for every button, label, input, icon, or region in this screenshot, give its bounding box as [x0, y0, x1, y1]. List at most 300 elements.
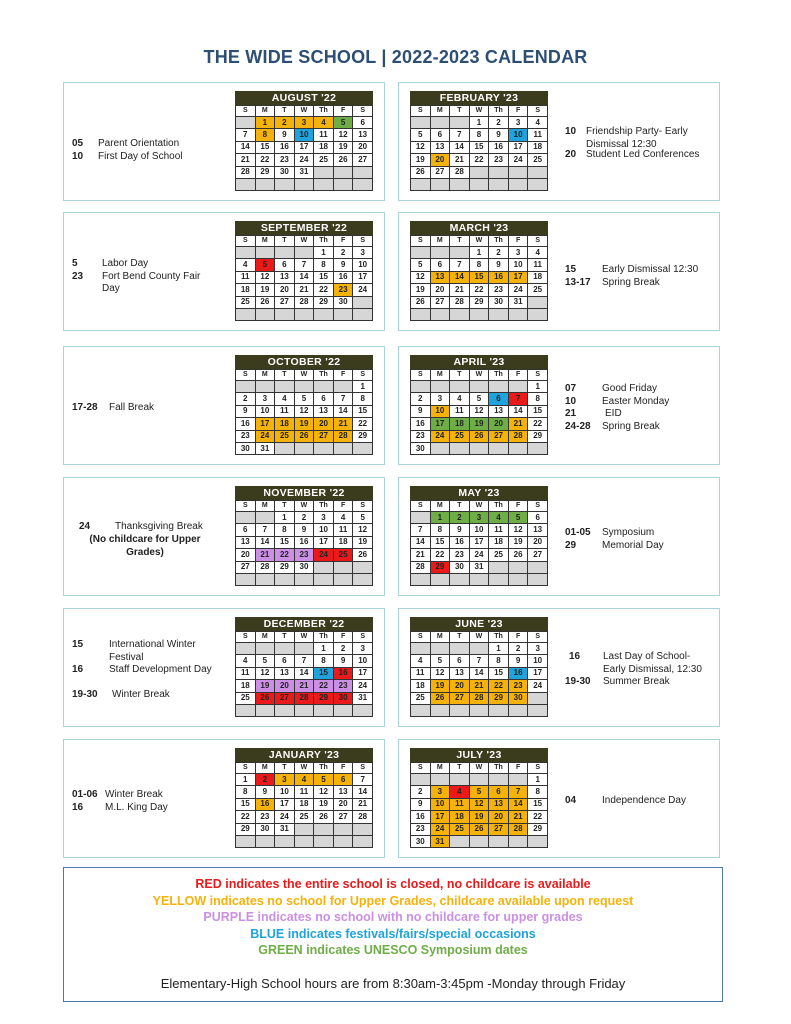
empty-day-cell [275, 247, 295, 259]
day-cell: 2 [508, 643, 528, 655]
day-cell: 19 [411, 154, 431, 166]
day-cell: 8 [528, 393, 548, 405]
empty-day-cell [333, 308, 353, 320]
day-cell: 10 [353, 655, 373, 667]
empty-day-cell [450, 247, 470, 259]
day-cell: 11 [528, 259, 548, 271]
day-cell: 26 [508, 549, 528, 561]
day-cell: 3 [353, 247, 373, 259]
day-cell: 21 [411, 549, 431, 561]
day-cell: 14 [450, 141, 470, 153]
day-cell: 23 [333, 284, 353, 296]
empty-day-cell [450, 381, 470, 393]
day-cell: 4 [450, 786, 470, 798]
page-title: THE WIDE SCHOOL | 2022-2023 CALENDAR [203, 47, 588, 67]
empty-day-cell [255, 512, 275, 524]
day-cell: 4 [333, 512, 353, 524]
event-date: 23 [72, 270, 84, 282]
day-cell: 23 [275, 154, 295, 166]
empty-day-cell [508, 381, 528, 393]
empty-day-cell [314, 381, 334, 393]
day-cell: 3 [353, 643, 373, 655]
events-june [565, 651, 717, 689]
empty-day-cell [353, 442, 373, 454]
empty-day-cell [314, 442, 334, 454]
day-cell: 12 [294, 405, 314, 417]
day-cell: 8 [314, 259, 334, 271]
day-cell: 5 [508, 512, 528, 524]
day-cell: 11 [528, 129, 548, 141]
day-cell: 13 [489, 798, 509, 810]
day-cell: 7 [353, 774, 373, 786]
empty-day-cell [528, 442, 548, 454]
day-cell: 13 [314, 405, 334, 417]
event-item [72, 789, 232, 802]
calendar-grid [410, 631, 548, 717]
day-cell: 14 [508, 798, 528, 810]
weekday-header: Th [489, 370, 509, 381]
event-item [72, 689, 232, 702]
day-cell: 20 [489, 418, 509, 430]
day-cell: 17 [430, 418, 450, 430]
day-cell: 1 [528, 774, 548, 786]
day-cell: 1 [528, 381, 548, 393]
empty-day-cell [489, 774, 509, 786]
day-cell: 19 [469, 811, 489, 823]
empty-day-cell [528, 692, 548, 704]
weekday-header: Th [489, 501, 509, 512]
day-cell: 15 [353, 405, 373, 417]
weekday-header: S [353, 763, 373, 774]
day-cell: 6 [430, 259, 450, 271]
day-cell: 5 [411, 129, 431, 141]
weekday-header: S [528, 370, 548, 381]
empty-day-cell [294, 643, 314, 655]
day-cell: 12 [255, 667, 275, 679]
day-cell: 6 [353, 117, 373, 129]
day-cell: 4 [528, 247, 548, 259]
day-cell: 29 [489, 692, 509, 704]
day-cell: 5 [430, 655, 450, 667]
day-cell: 19 [333, 141, 353, 153]
day-cell: 26 [353, 549, 373, 561]
day-cell: 11 [236, 667, 256, 679]
empty-day-cell [430, 704, 450, 716]
empty-day-cell [314, 308, 334, 320]
empty-day-cell [508, 308, 528, 320]
empty-day-cell [275, 573, 295, 585]
day-cell: 23 [236, 430, 256, 442]
event-date: 05 [72, 138, 84, 149]
day-cell: 14 [294, 271, 314, 283]
day-cell: 22 [275, 549, 295, 561]
day-cell: 31 [469, 561, 489, 573]
day-cell: 9 [333, 655, 353, 667]
day-cell: 18 [489, 536, 509, 548]
weekday-header: S [528, 501, 548, 512]
day-cell: 16 [411, 811, 431, 823]
day-cell: 12 [314, 786, 334, 798]
calendar-grid [235, 500, 373, 586]
day-cell: 14 [411, 536, 431, 548]
day-cell: 16 [450, 536, 470, 548]
month-header: DECEMBER '22 [235, 617, 373, 631]
event-item [565, 795, 715, 808]
day-cell: 9 [489, 259, 509, 271]
day-cell: 5 [314, 774, 334, 786]
event-text: Last Day of School- Early Dismissal, 12:30 [603, 651, 702, 675]
day-cell: 3 [508, 117, 528, 129]
day-cell: 14 [469, 667, 489, 679]
day-cell: 30 [450, 561, 470, 573]
day-cell: 27 [275, 692, 295, 704]
empty-day-cell [508, 573, 528, 585]
day-cell: 30 [236, 442, 256, 454]
empty-day-cell [430, 381, 450, 393]
event-date: 16 [72, 664, 84, 675]
day-cell: 17 [528, 667, 548, 679]
weekday-header: T [450, 501, 470, 512]
day-cell: 7 [450, 259, 470, 271]
empty-day-cell [450, 573, 470, 585]
weekday-header: S [411, 370, 431, 381]
empty-day-cell [353, 166, 373, 178]
day-cell: 13 [333, 786, 353, 798]
calendar-may [410, 486, 548, 586]
day-cell: 24 [275, 811, 295, 823]
empty-day-cell [411, 308, 431, 320]
day-cell: 1 [469, 247, 489, 259]
month-header: OCTOBER '22 [235, 355, 373, 369]
weekday-header: M [430, 501, 450, 512]
day-cell: 28 [353, 811, 373, 823]
panel-may [398, 477, 720, 596]
calendar-grid [410, 500, 548, 586]
calendar-june [410, 617, 548, 717]
panel-february [398, 82, 720, 201]
empty-day-cell [450, 835, 470, 847]
day-cell: 15 [275, 536, 295, 548]
day-cell: 6 [450, 655, 470, 667]
day-cell: 24 [353, 680, 373, 692]
day-cell: 5 [333, 117, 353, 129]
day-cell: 22 [236, 811, 256, 823]
day-cell: 27 [236, 561, 256, 573]
day-cell: 20 [333, 798, 353, 810]
panel-april [398, 346, 720, 465]
weekday-header: W [469, 370, 489, 381]
day-cell: 11 [450, 405, 470, 417]
day-cell: 12 [411, 271, 431, 283]
day-cell: 5 [353, 512, 373, 524]
day-cell: 7 [255, 524, 275, 536]
empty-day-cell [314, 561, 334, 573]
day-cell: 8 [236, 786, 256, 798]
day-cell: 3 [469, 512, 489, 524]
day-cell: 4 [236, 259, 256, 271]
weekday-header: S [236, 106, 256, 117]
empty-day-cell [430, 178, 450, 190]
day-cell: 12 [353, 524, 373, 536]
day-cell: 17 [294, 141, 314, 153]
day-cell: 29 [314, 296, 334, 308]
empty-day-cell [508, 774, 528, 786]
day-cell: 6 [430, 129, 450, 141]
day-cell: 1 [314, 247, 334, 259]
day-cell: 24 [508, 284, 528, 296]
day-cell: 2 [450, 512, 470, 524]
weekday-header: F [508, 370, 528, 381]
day-cell: 25 [236, 296, 256, 308]
day-cell: 17 [469, 536, 489, 548]
empty-day-cell [236, 512, 256, 524]
day-cell: 25 [275, 430, 295, 442]
weekday-header: S [353, 370, 373, 381]
day-cell: 26 [294, 430, 314, 442]
weekday-header: Th [314, 763, 334, 774]
empty-day-cell [489, 308, 509, 320]
day-cell: 9 [333, 259, 353, 271]
day-cell: 28 [411, 561, 431, 573]
event-text: Winter Break [112, 689, 170, 700]
weekday-header: T [275, 236, 295, 247]
empty-day-cell [333, 166, 353, 178]
day-cell: 26 [255, 296, 275, 308]
day-cell: 29 [236, 823, 256, 835]
day-cell: 6 [275, 655, 295, 667]
day-cell: 21 [236, 154, 256, 166]
day-cell: 9 [508, 655, 528, 667]
weekday-header: F [333, 370, 353, 381]
weekday-header: S [528, 763, 548, 774]
day-cell: 10 [255, 405, 275, 417]
weekday-header: Th [489, 236, 509, 247]
event-text: Student Led Conferences [586, 149, 700, 160]
day-cell: 22 [353, 418, 373, 430]
day-cell: 18 [236, 680, 256, 692]
day-cell: 10 [314, 524, 334, 536]
empty-day-cell [469, 442, 489, 454]
empty-day-cell [353, 561, 373, 573]
empty-day-cell [255, 704, 275, 716]
day-cell: 15 [469, 271, 489, 283]
day-cell: 14 [294, 667, 314, 679]
empty-day-cell [489, 442, 509, 454]
weekday-header: S [353, 501, 373, 512]
empty-day-cell [469, 643, 489, 655]
legend-blue: BLUE indicates festivals/fairs/special occasions [250, 926, 536, 941]
day-cell: 9 [275, 129, 295, 141]
day-cell: 6 [489, 393, 509, 405]
empty-day-cell [353, 835, 373, 847]
day-cell: 8 [469, 259, 489, 271]
day-cell: 22 [528, 418, 548, 430]
day-cell: 24 [294, 154, 314, 166]
month-header: AUGUST '22 [235, 91, 373, 105]
day-cell: 10 [353, 259, 373, 271]
day-cell: 29 [469, 296, 489, 308]
empty-day-cell [236, 247, 256, 259]
panel-june [398, 608, 720, 727]
event-item [72, 258, 232, 271]
day-cell: 18 [275, 418, 295, 430]
calendar-grid [235, 235, 373, 321]
day-cell: 8 [275, 524, 295, 536]
day-cell: 7 [333, 393, 353, 405]
day-cell: 17 [275, 798, 295, 810]
day-cell: 13 [275, 667, 295, 679]
day-cell: 22 [528, 811, 548, 823]
day-cell: 26 [314, 811, 334, 823]
day-cell: 17 [353, 271, 373, 283]
day-cell: 1 [255, 117, 275, 129]
empty-day-cell [333, 823, 353, 835]
day-cell: 22 [469, 284, 489, 296]
weekday-header: M [430, 370, 450, 381]
event-text: First Day of School [98, 150, 183, 162]
empty-day-cell [430, 573, 450, 585]
weekday-header: F [333, 236, 353, 247]
day-cell: 14 [353, 786, 373, 798]
day-cell: 26 [333, 154, 353, 166]
day-cell: 11 [294, 786, 314, 798]
day-cell: 7 [294, 259, 314, 271]
day-cell: 19 [294, 418, 314, 430]
day-cell: 1 [353, 381, 373, 393]
day-cell: 28 [255, 561, 275, 573]
event-date: 15 [565, 264, 577, 275]
day-cell: 16 [236, 418, 256, 430]
panel-january [63, 739, 385, 858]
event-date: 13-17 [565, 276, 591, 288]
weekday-header: F [508, 236, 528, 247]
day-cell: 8 [430, 524, 450, 536]
day-cell: 25 [528, 154, 548, 166]
day-cell: 18 [333, 536, 353, 548]
day-cell: 7 [508, 786, 528, 798]
event-date: 04 [565, 795, 577, 806]
day-cell: 4 [450, 393, 470, 405]
day-cell: 31 [294, 166, 314, 178]
day-cell: 18 [528, 271, 548, 283]
event-text: Thanksgiving Break [115, 521, 203, 532]
day-cell: 22 [314, 284, 334, 296]
panel-july [398, 739, 720, 858]
day-cell: 8 [353, 393, 373, 405]
calendar-april [410, 355, 548, 455]
day-cell: 24 [469, 549, 489, 561]
day-cell: 22 [255, 154, 275, 166]
event-text: Summer Break [603, 676, 670, 687]
day-cell: 11 [489, 524, 509, 536]
empty-day-cell [255, 381, 275, 393]
event-text: Fall Break [109, 402, 155, 413]
weekday-header: W [294, 632, 314, 643]
day-cell: 11 [411, 667, 431, 679]
day-cell: 6 [314, 393, 334, 405]
empty-day-cell [450, 178, 470, 190]
event-text: Staff Development Day [109, 664, 212, 675]
empty-day-cell [294, 247, 314, 259]
event-text: M.L. King Day [105, 801, 168, 813]
month-header: APRIL '23 [410, 355, 548, 369]
day-cell: 28 [333, 430, 353, 442]
calendar-grid [235, 762, 373, 848]
day-cell: 25 [236, 692, 256, 704]
weekday-header: Th [489, 632, 509, 643]
weekday-header: W [469, 236, 489, 247]
weekday-header: F [333, 501, 353, 512]
empty-day-cell [255, 643, 275, 655]
weekday-header: Th [489, 763, 509, 774]
day-cell: 25 [450, 823, 470, 835]
day-cell: 21 [450, 154, 470, 166]
color-legend [63, 867, 723, 1002]
weekday-header: T [275, 501, 295, 512]
empty-day-cell [508, 166, 528, 178]
event-text: International Winter Festival [109, 639, 196, 663]
day-cell: 15 [469, 141, 489, 153]
empty-day-cell [353, 308, 373, 320]
day-cell: 28 [450, 166, 470, 178]
panel-october [63, 346, 385, 465]
day-cell: 25 [450, 430, 470, 442]
empty-day-cell [528, 835, 548, 847]
day-cell: 30 [411, 442, 431, 454]
day-cell: 18 [411, 680, 431, 692]
day-cell: 22 [430, 549, 450, 561]
day-cell: 24 [314, 549, 334, 561]
event-text: Fort Bend County Fair Day [102, 270, 201, 294]
day-cell: 24 [508, 154, 528, 166]
day-cell: 2 [489, 247, 509, 259]
day-cell: 16 [411, 418, 431, 430]
day-cell: 27 [275, 296, 295, 308]
day-cell: 29 [528, 823, 548, 835]
events-august [72, 138, 232, 163]
day-cell: 30 [275, 166, 295, 178]
empty-day-cell [353, 573, 373, 585]
empty-day-cell [411, 704, 431, 716]
empty-day-cell [469, 573, 489, 585]
event-item [72, 138, 232, 151]
weekday-header: S [528, 632, 548, 643]
event-item [565, 408, 715, 421]
day-cell: 1 [469, 117, 489, 129]
empty-day-cell [450, 308, 470, 320]
empty-day-cell [275, 643, 295, 655]
empty-day-cell [333, 442, 353, 454]
day-cell: 20 [430, 284, 450, 296]
empty-day-cell [314, 178, 334, 190]
events-october [72, 402, 232, 415]
calendar-october [235, 355, 373, 455]
weekday-header: F [508, 763, 528, 774]
day-cell: 30 [333, 692, 353, 704]
day-cell: 21 [508, 418, 528, 430]
day-cell: 9 [411, 405, 431, 417]
empty-day-cell [255, 178, 275, 190]
day-cell: 25 [314, 154, 334, 166]
day-cell: 20 [314, 418, 334, 430]
empty-day-cell [294, 381, 314, 393]
weekday-header: W [294, 501, 314, 512]
panel-august [63, 82, 385, 201]
day-cell: 3 [294, 117, 314, 129]
weekday-header: T [450, 370, 470, 381]
weekday-header: F [333, 632, 353, 643]
day-cell: 3 [430, 786, 450, 798]
